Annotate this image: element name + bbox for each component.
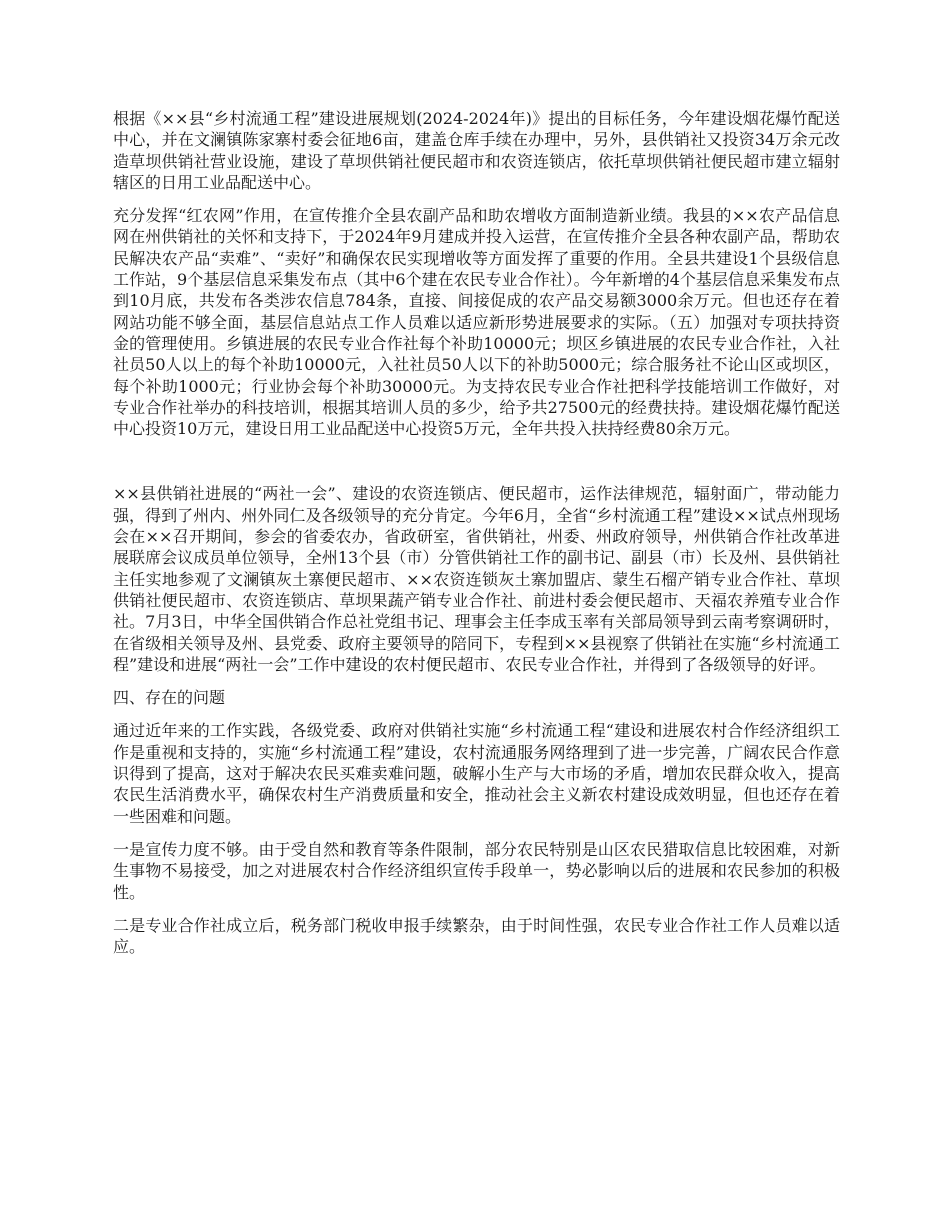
paragraph-5: 一是宣传力度不够。由于受自然和教育等条件限制，部分农民特别是山区农民猎取信息比较困难，对新生事物不易接受，加之对进展农村合作经济组织宣传手段单一，势必影响以后的进展和农民参加的积极性。	[113, 839, 840, 902]
paragraph-6: 二是专业合作社成立后，税务部门税收申报手续繁杂，由于时间性强，农民专业合作社工作人员难以适应。	[113, 915, 840, 957]
paragraph-4: 通过近年来的工作实践，各级党委、政府对供销社实施“乡村流通工程“建设和进展农村合作经济组织工作是重视和支持的，实施“乡村流通工程”建设，农村流通服务网络理到了进一步完善，广阔农民合作意识得到了提高，这对于解决农民买难卖难问题，破解小生产与大市场的矛盾，增加农民群众收入，提高农民生活消费水平，确保农村生产消费质量和安全，推动社会主义新农村建设成效明显，但也还存在着一些困难和问题。	[113, 721, 840, 826]
paragraph-2: 充分发挥“红农网”作用，在宣传推介全县农副产品和助农增收方面制造新业绩。我县的××农产品信息网在州供销社的关怀和支持下，于2024年9月建成并投入运营，在宣传推介全县各种农副产品，帮助农民解决农产品“卖难”、“卖好”和确保农民实现增收等方面发挥了重要的作用。全县共建设1个县级信息工作站，9个基层信息采集发布点（其中6个建在农民专业合作社）。今年新增的4个基层信息采集发布点到10月底，共发布各类涉农信息784条，直接、间接促成的农产品交易额3000余万元。但也还存在着网站功能不够全面，基层信息站点工作人员难以适应新形势进展要求的实际。（五）加强对专项扶持资金的管理使用。乡镇进展的农民专业合作社每个补助10000元；坝区乡镇进展的农民专业合作社，入社社员50人以上的每个补助10000元，入社社员50人以下的补助5000元；综合服务社不论山区或坝区，每个补助1000元；行业协会每个补助30000元。为支持农民专业合作社把科学技能培训工作做好，对专业合作社举办的科技培训，根据其培训人员的多少，给予共27500元的经费扶持。建设烟花爆竹配送中心投资10万元，建设日用工业品配送中心投资5万元，全年共投入扶持经费80余万元。	[113, 206, 840, 439]
document-body	[113, 108, 840, 969]
paragraph-1: 根据《××县“乡村流通工程”建设进展规划(2024-2024年)》提出的目标任务，今年建设烟花爆竹配送中心，并在文澜镇陈家寨村委会征地6亩，建盖仓库手续在办理中，另外，县供销社又投资34万余元改造草坝供销社营业设施，建设了草坝供销社便民超市和农资连锁店，依托草坝供销社便民超市建立辐射辖区的日用工业品配送中心。	[113, 109, 840, 192]
paragraph-3: ××县供销社进展的“两社一会”、建设的农资连锁店、便民超市，运作法律规范，辐射面广，带动能力强，得到了州内、州外同仁及各级领导的充分肯定。今年6月，全省“乡村流通工程”建设××试点州现场会在××召开期间，参会的省委农办，省政研室，省供销社，州委、州政府领导，州供销合作社改革进展联席会议成员单位领导，全州13个县（市）分管供销社工作的副书记、副县（市）长及州、县供销社主任实地参观了文澜镇灰土寨便民超市、××农资连锁灰土寨加盟店、蒙生石榴产销专业合作社、草坝供销社便民超市、农资连锁店、草坝果蔬产销专业合作社、前进村委会便民超市、天福农养殖专业合作社。7月3日，中华全国供销合作总社党组书记、理事会主任李成玉率有关部局领导到云南考察调研时，在省级相关领导及州、县党委、政府主要领导的陪同下，专程到××县视察了供销社在实施“乡村流通工程”建设和进展“两社一会”工作中建设的农村便民超市、农民专业合作社，并得到了各级领导的好评。	[113, 484, 840, 674]
section-heading: 四、存在的问题	[113, 688, 226, 708]
